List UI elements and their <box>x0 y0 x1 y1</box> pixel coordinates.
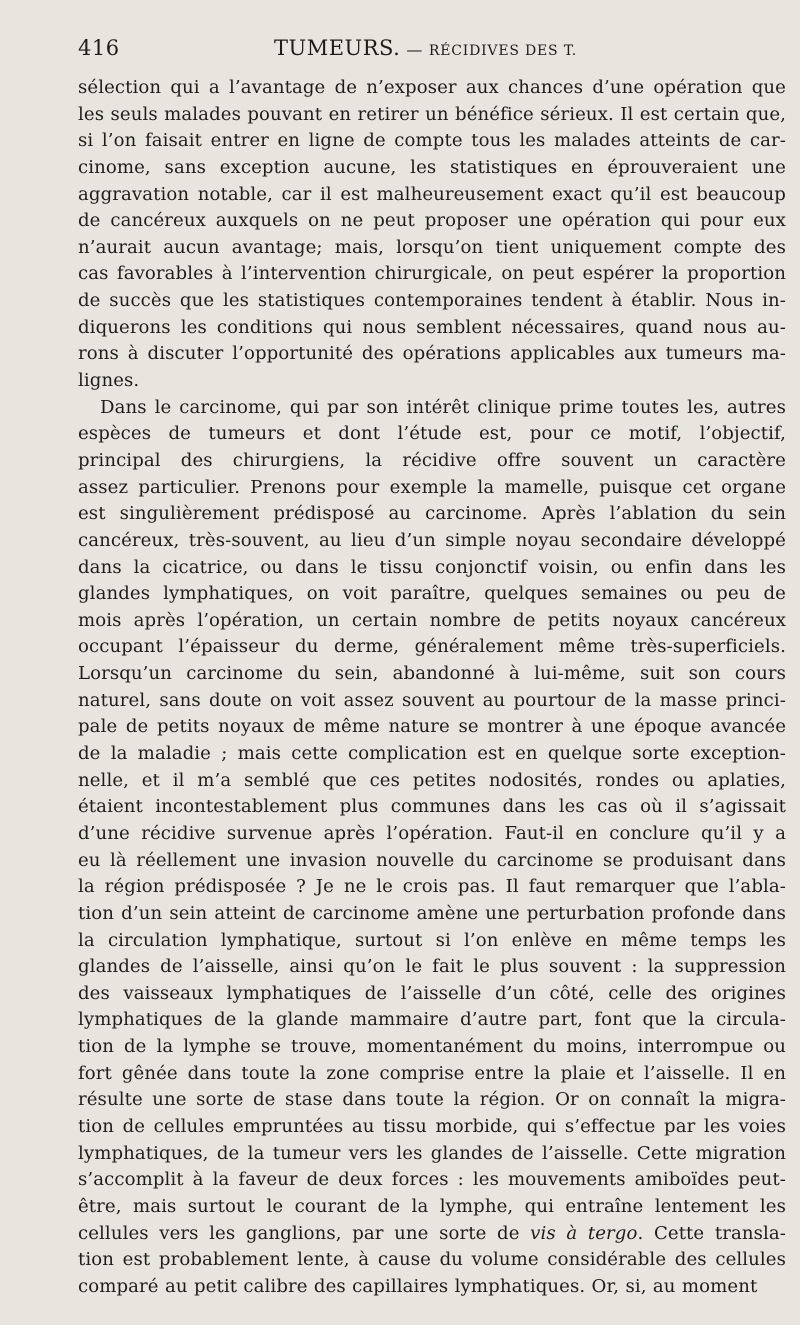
text-line: nelle, et il m’a semblé que ces petites nodosités, rondes ou aplaties, <box>78 769 786 791</box>
running-title-separator: — <box>406 40 423 59</box>
running-header <box>78 36 778 68</box>
text-line: aggravation notable, car il est malheureusement exact qu’il est beaucoup <box>78 183 786 205</box>
text-line: cancéreux, très-souvent, au lieu d’un simple noyau secondaire développé <box>78 529 786 551</box>
text-line: tion de cellules empruntées au tissu morbide, qui s’effectue par les voies <box>78 1115 786 1137</box>
text-line: Lorsqu’un carcinome du sein, abandonné à lui-même, suit son cours <box>78 663 786 685</box>
latin-phrase: vis à tergo <box>530 1222 638 1244</box>
text-line: cas favorables à l’intervention chirurgicale, on peut espérer la proportion <box>78 263 786 285</box>
text-line: tion d’un sein atteint de carcinome amène une perturbation profonde dans <box>78 902 786 924</box>
text-line: la région prédisposée ? Je ne le crois pas. Il faut remarquer que l’abla- <box>78 876 786 898</box>
text-line: de la maladie ; mais cette complication est en quelque sorte exception- <box>78 743 786 765</box>
text-line: rons à discuter l’opportunité des opérations applicables aux tumeurs ma- <box>78 343 786 365</box>
text-line: occupant l’épaisseur du derme, généralement même très-superficiels. <box>78 636 786 658</box>
text-line: sélection qui a l’avantage de n’exposer aux chances d’une opération que <box>78 77 786 98</box>
text-line: d’une récidive survenue après l’opération. Faut-il en conclure qu’il y a <box>78 822 786 844</box>
text-line: si l’on faisait entrer en ligne de compte tous les malades atteints de car- <box>78 130 786 152</box>
text-line: diquerons les conditions qui nous semblent nécessaires, quand nous au- <box>78 316 786 338</box>
text-line: tion est probablement lente, à cause du volume considérable des cellules <box>78 1249 786 1271</box>
text-line: eu là réellement une invasion nouvelle du carcinome se produisant dans <box>78 849 786 871</box>
text-line: de succès que les statistiques contemporaines tendent à établir. Nous in- <box>78 290 786 312</box>
text-line: cellules vers les ganglions, par une sorte de vis à tergo. Cette transla- <box>78 1222 786 1244</box>
text-line: Dans le carcinome, qui par son intérêt clinique prime toutes les, autres <box>100 396 786 418</box>
page-number: 416 <box>78 36 120 60</box>
text-line: est singulièrement prédisposé au carcinome. Après l’ablation du sein <box>78 503 786 525</box>
text-line: résulte une sorte de stase dans toute la région. Or on connaît la migra- <box>78 1089 786 1111</box>
text-line: s’accomplit à la faveur de deux forces : les mouvements amiboïdes peut- <box>78 1169 786 1191</box>
text-line: dans la cicatrice, ou dans le tissu conjonctif voisin, ou enfin dans les <box>78 556 786 578</box>
text-line: naturel, sans doute on voit assez souvent au pourtour de la masse princi- <box>78 689 786 711</box>
text-line: de cancéreux auxquels on ne peut proposer une opération qui pour eux <box>78 210 786 232</box>
text-line: n’aurait aucun avantage; mais, lorsqu’on tient uniquement compte des <box>78 236 786 258</box>
text-line: assez particulier. Prenons pour exemple la mamelle, puisque cet organe <box>78 476 786 498</box>
text-line: glandes lymphatiques, on voit paraître, quelques semaines ou peu de <box>78 583 786 605</box>
text-line: espèces de tumeurs et dont l’étude est, pour ce motif, l’objectif, <box>78 423 786 445</box>
text-line: glandes de l’aisselle, ainsi qu’on le fait le plus souvent : la suppression <box>78 956 786 978</box>
running-title <box>274 36 577 60</box>
text-line: mois après l’opération, un certain nombre de petits noyaux cancéreux <box>78 609 786 631</box>
text-line: être, mais surtout le courant de la lymphe, qui entraîne lentement les <box>78 1195 786 1217</box>
text-line: fort gênée dans toute la zone comprise entre la plaie et l’aisselle. Il en <box>78 1062 786 1084</box>
text-line: les seuls malades pouvant en retirer un bénéfice sérieux. Il est certain que, <box>78 103 786 125</box>
text-line: pale de petits noyaux de même nature se montrer à une époque avancée <box>78 716 786 738</box>
text-line: la circulation lymphatique, surtout si l’on enlève en même temps les <box>78 929 786 951</box>
text-line: tion de la lymphe se trouve, momentanément du moins, interrompue ou <box>78 1036 786 1058</box>
text-line: lymphatiques de la glande mammaire d’autre part, font que la circula- <box>78 1009 786 1031</box>
text-line: lignes. <box>78 370 140 392</box>
text-line: étaient incontestablement plus communes dans les cas où il s’agissait <box>78 796 786 818</box>
text-line: principal des chirurgiens, la récidive offre souvent un caractère <box>78 449 786 471</box>
text-line: comparé au petit calibre des capillaires lymphatiques. Or, si, au moment <box>78 1275 758 1297</box>
body-text <box>78 75 786 1300</box>
running-title-main: TUMEURS. <box>274 36 401 60</box>
text-line: des vaisseaux lymphatiques de l’aisselle d’un côté, celle des origines <box>78 982 786 1004</box>
text-line: lymphatiques, de la tumeur vers les glandes de l’aisselle. Cette migration <box>78 1142 786 1164</box>
text-line: cinome, sans exception aucune, les statistiques en éprouveraient une <box>78 156 786 178</box>
running-title-subtitle: RÉCIDIVES DES T. <box>428 43 578 59</box>
